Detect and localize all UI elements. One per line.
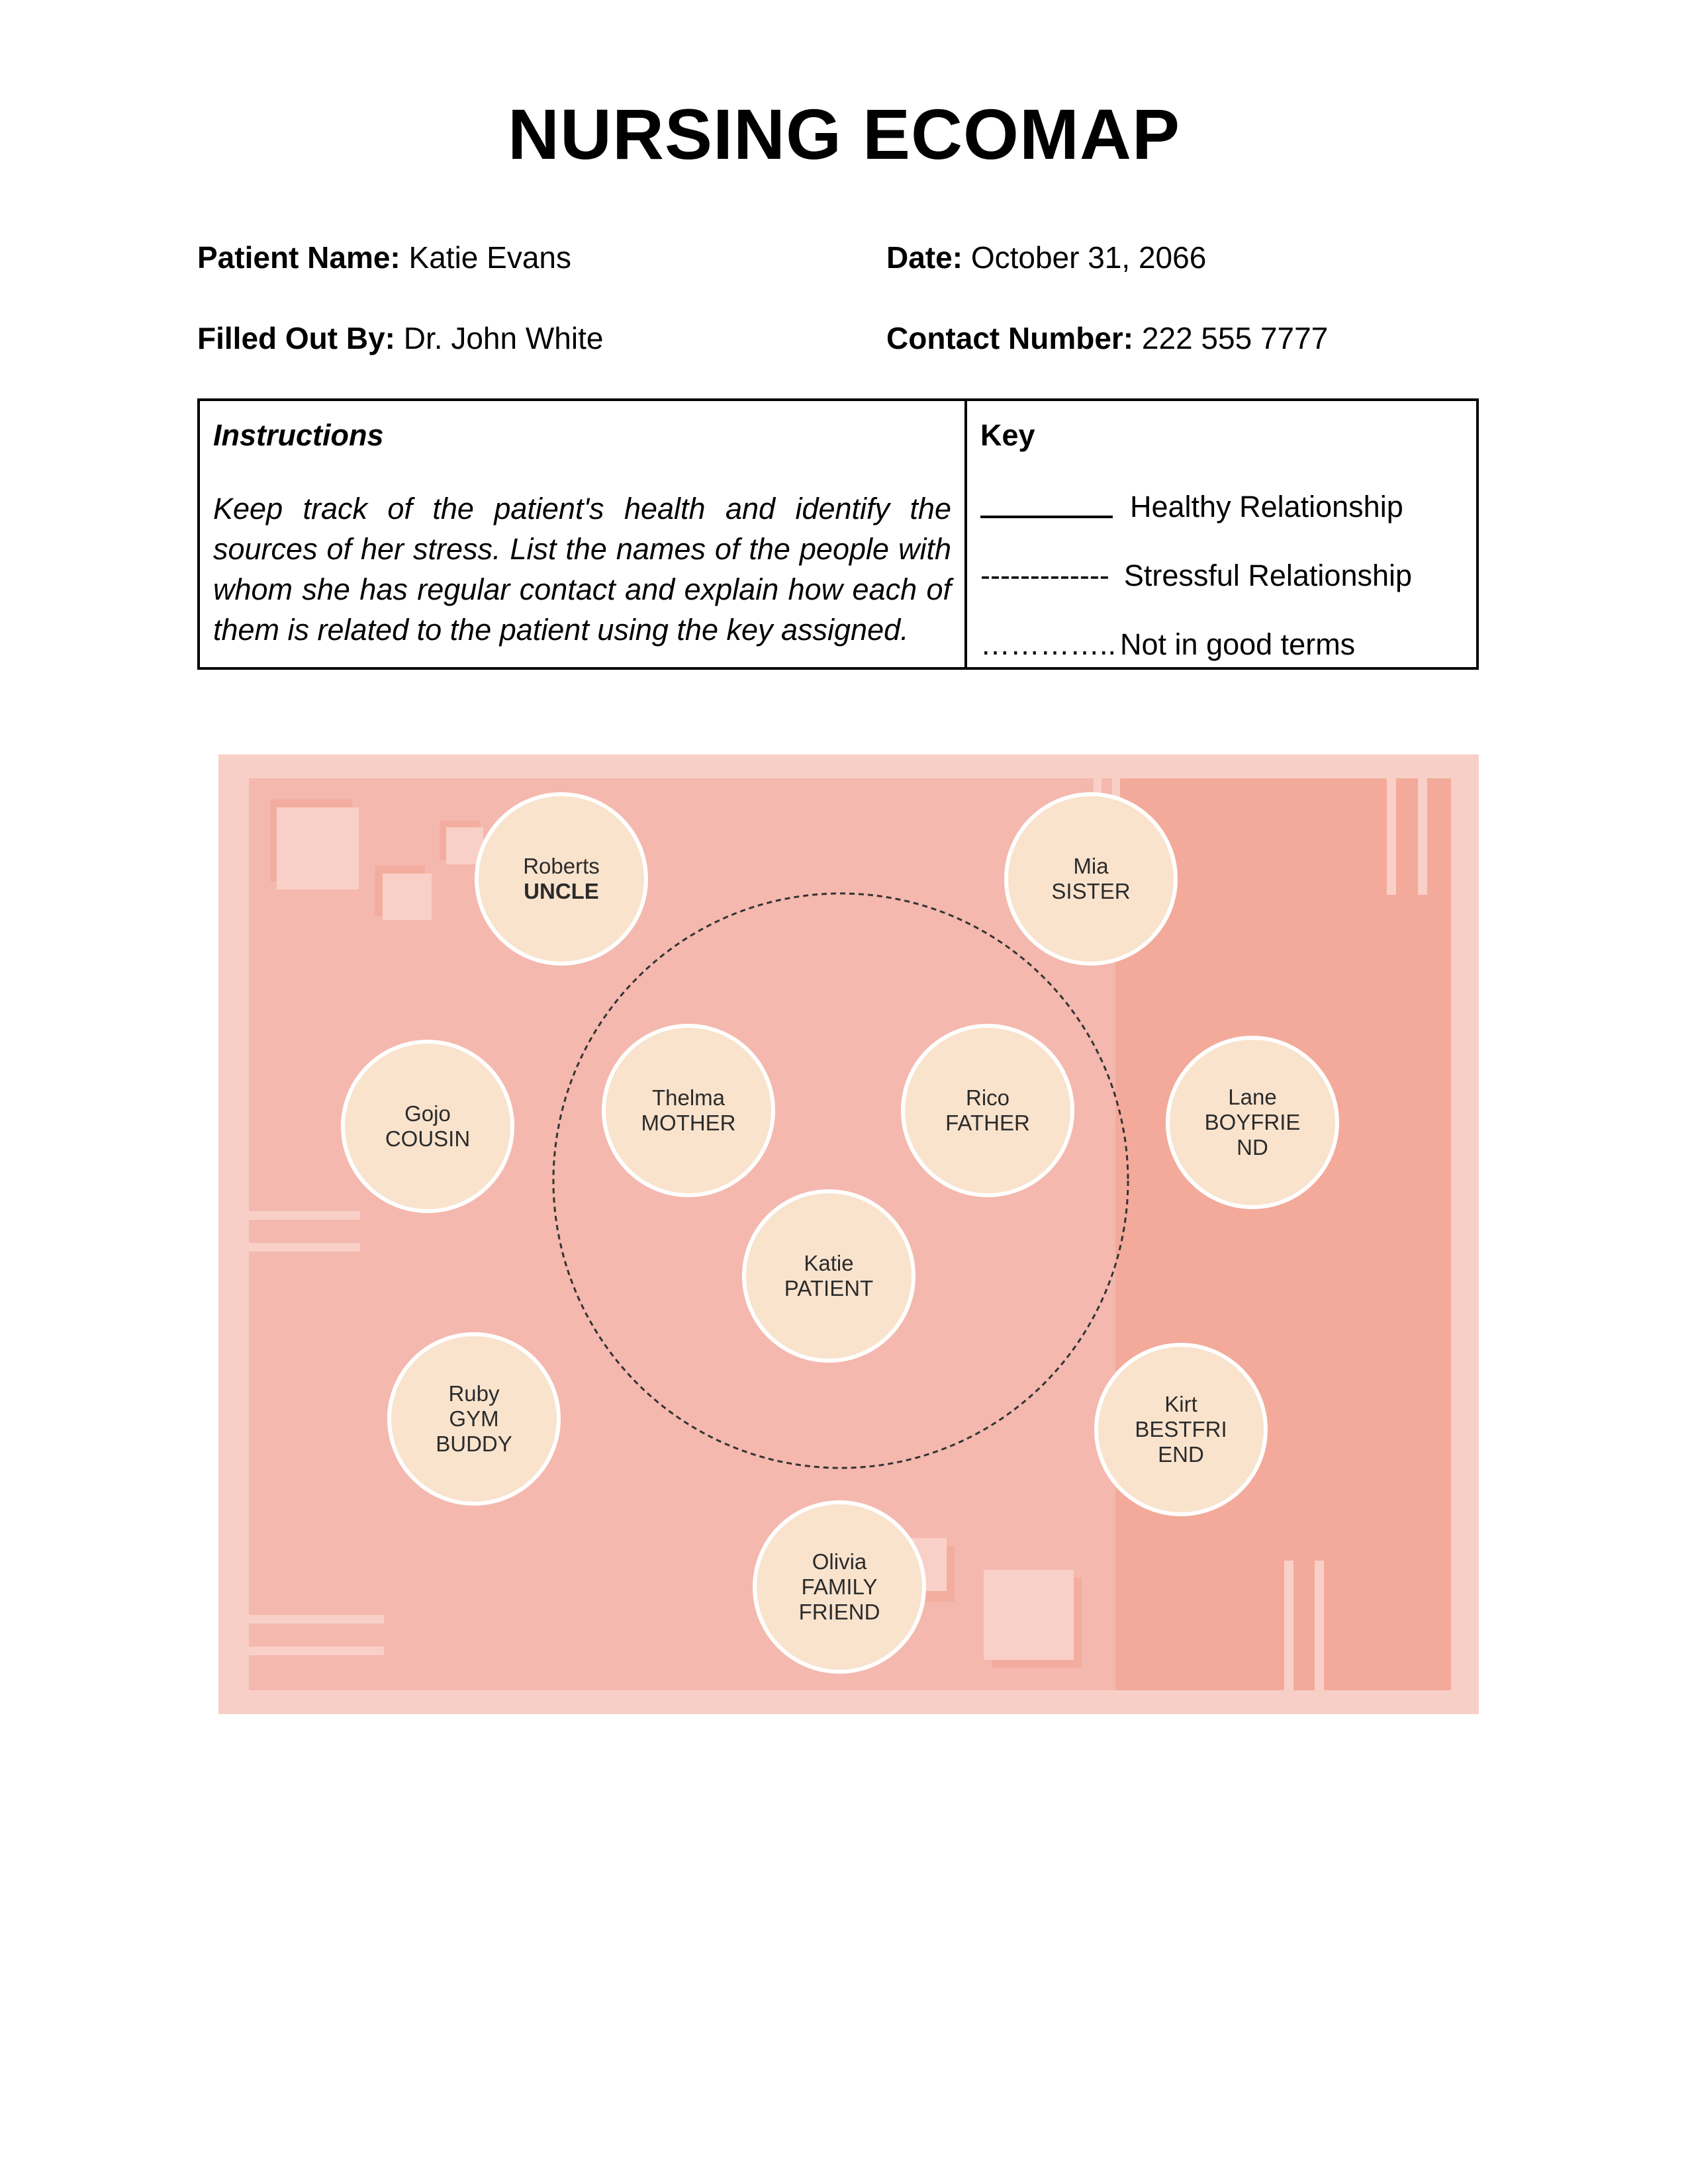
key-label-healthy: Healthy Relationship — [1130, 490, 1403, 523]
node-label-line: Gojo — [404, 1101, 451, 1126]
node-label-line: PATIENT — [784, 1276, 874, 1300]
ecomap-diagram — [218, 754, 1479, 1714]
patient-name-value: Katie Evans — [408, 240, 572, 275]
node-label-line: BESTFRI — [1135, 1417, 1227, 1441]
ecomap-node-kirt — [1096, 1345, 1266, 1514]
node-label-line: FATHER — [945, 1111, 1030, 1135]
ecomap-node-rico — [903, 1026, 1072, 1195]
filled-out-by-label: Filled Out By: — [197, 321, 395, 355]
node-label-line: Mia — [1073, 854, 1109, 878]
instructions-cell — [200, 401, 967, 667]
dotted-line-symbol: ………….. — [980, 627, 1117, 661]
filled-out-by-field — [197, 320, 603, 356]
date-value: October 31, 2066 — [970, 240, 1207, 275]
contact-number-value: 222 555 7777 — [1141, 321, 1329, 355]
instructions-text: Keep track of the patient's health and identify the sources of her stress. List the names of the people with whom she has regular contact and explain how each of them is related to the patient using the key assigned. — [213, 492, 951, 647]
instructions-key-table — [197, 398, 1479, 670]
decor-bar — [249, 1211, 360, 1220]
ecomap-node-gojo — [343, 1042, 512, 1211]
ecomap-canvas — [218, 754, 1479, 1714]
solid-line-symbol — [980, 496, 1113, 518]
key-heading: Key — [980, 418, 1035, 452]
node-label-line: Rico — [965, 1085, 1010, 1110]
node-label-line: ND — [1237, 1135, 1268, 1160]
filled-out-by-value: Dr. John White — [403, 321, 604, 355]
contact-number-field — [886, 320, 1328, 356]
node-label-line: END — [1158, 1442, 1204, 1467]
patient-name-label: Patient Name: — [197, 240, 400, 275]
node-label-line: Olivia — [812, 1549, 867, 1574]
decor-bar — [249, 1615, 384, 1623]
key-item-not-good-terms — [980, 610, 1463, 679]
node-label-line: Lane — [1228, 1085, 1277, 1109]
decor-square — [383, 874, 432, 920]
decor-bar — [1387, 778, 1396, 895]
node-label-line: BOYFRIE — [1204, 1110, 1301, 1134]
date-label: Date: — [886, 240, 963, 275]
node-label-line: GYM — [449, 1406, 499, 1431]
node-label-line: Roberts — [523, 854, 600, 878]
ecomap-node-lane — [1168, 1038, 1337, 1207]
decor-bar — [1418, 778, 1427, 895]
patient-name-field — [197, 240, 571, 275]
decor-square — [277, 807, 359, 889]
page-title: NURSING ECOMAP — [507, 94, 1181, 174]
node-label-line: FRIEND — [798, 1600, 880, 1624]
node-label-line: BUDDY — [436, 1432, 512, 1456]
decor-bar — [1284, 1561, 1293, 1690]
ecomap-node-katie — [744, 1191, 914, 1361]
node-label-line: MOTHER — [641, 1111, 736, 1135]
key-label-not-good-terms: Not in good terms — [1120, 627, 1356, 661]
decor-square — [984, 1570, 1074, 1660]
ecomap-node-roberts — [477, 794, 646, 964]
decor-bar — [1315, 1561, 1324, 1690]
node-label-line: Thelma — [651, 1085, 726, 1110]
key-item-stressful — [980, 541, 1463, 610]
node-label-line: Katie — [804, 1251, 854, 1275]
decor-bar — [249, 1647, 384, 1655]
key-label-stressful: Stressful Relationship — [1123, 559, 1413, 592]
key-item-healthy — [980, 473, 1463, 541]
node-label-line: FAMILY — [801, 1574, 878, 1599]
node-label-line: Kirt — [1164, 1392, 1197, 1416]
decor-bar — [249, 1243, 360, 1251]
node-label-line: SISTER — [1051, 879, 1131, 903]
contact-number-label: Contact Number: — [886, 321, 1134, 355]
ecomap-node-thelma — [604, 1026, 773, 1195]
instructions-heading: Instructions — [213, 418, 384, 452]
node-label-line: COUSIN — [385, 1126, 471, 1151]
key-cell — [967, 401, 1476, 667]
ecomap-node-ruby — [389, 1334, 559, 1504]
node-label-line: UNCLE — [524, 879, 599, 903]
ecomap-node-olivia — [755, 1502, 924, 1672]
dashed-line-symbol: ------------- — [980, 559, 1109, 592]
date-field — [886, 240, 1206, 275]
ecomap-node-mia — [1006, 794, 1176, 964]
node-label-line: Ruby — [448, 1381, 500, 1406]
